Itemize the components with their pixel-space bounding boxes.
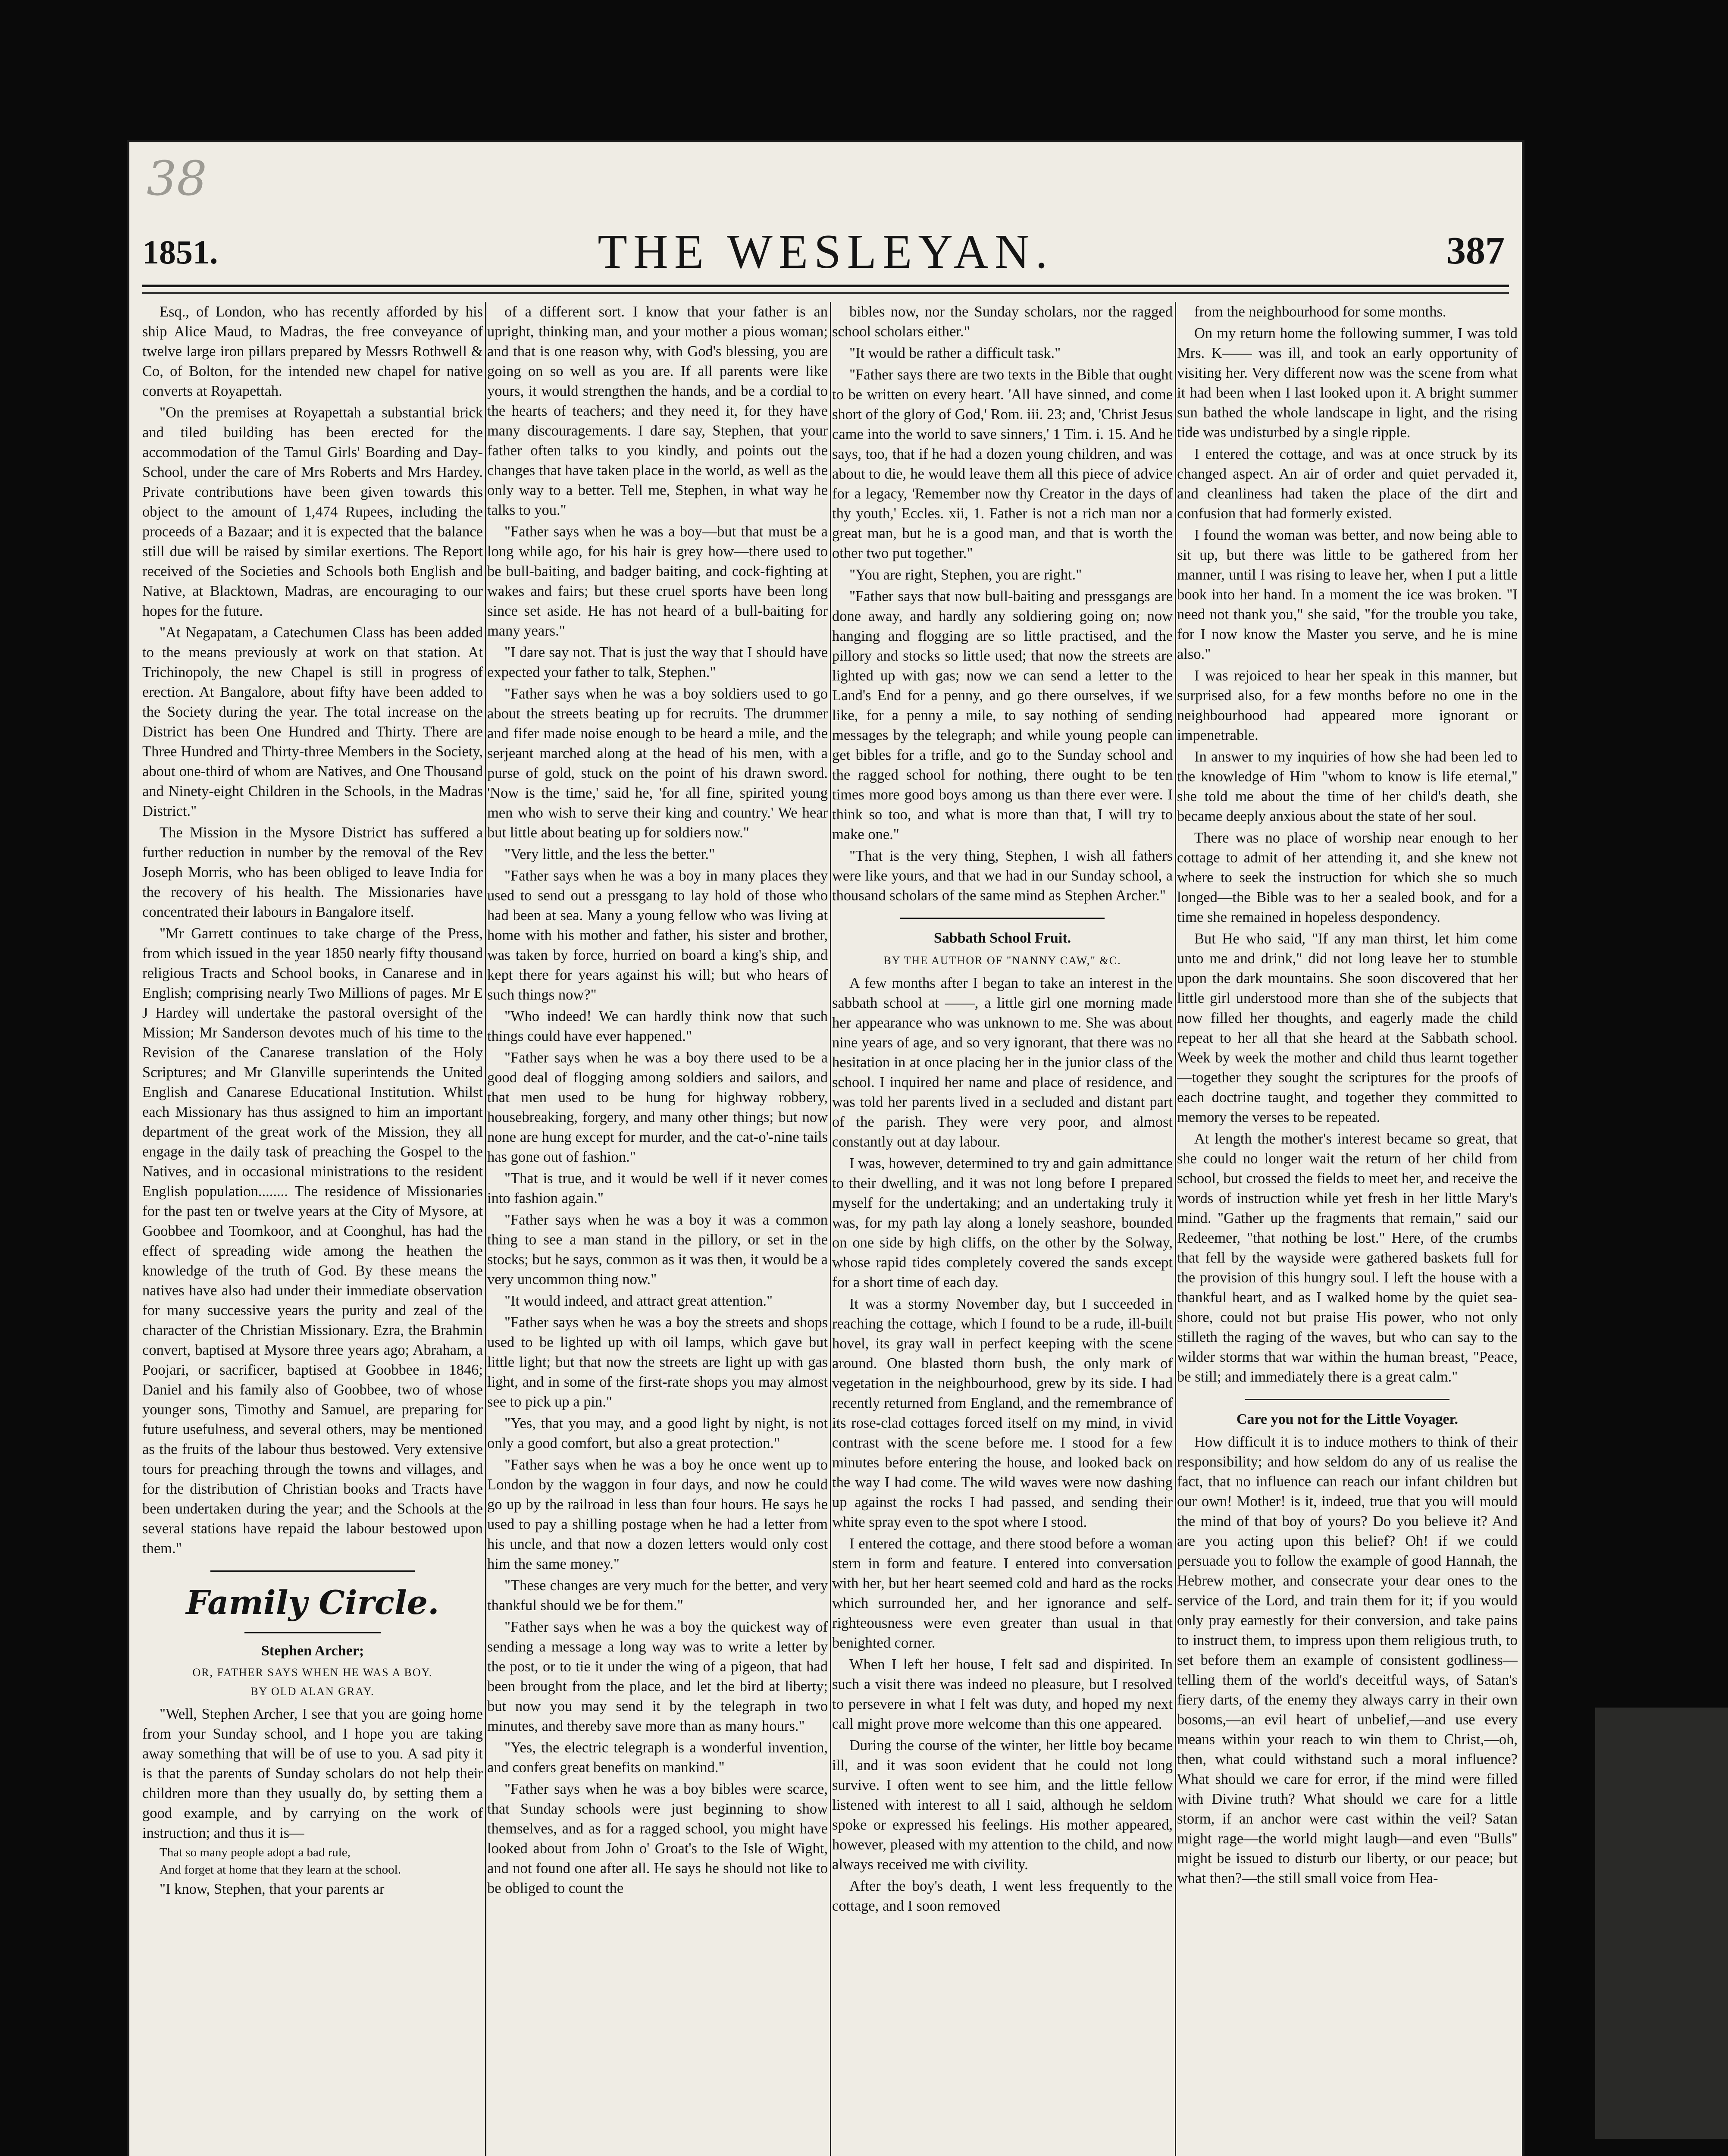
paragraph: In answer to my inquiries of how she had been led to the knowledge of Him "whom to know is life eternal," she told me about the time of her child's death, she became deeply anxious about the state of her soul. <box>1177 749 1518 824</box>
paragraph: "Who indeed! We can hardly think now that such things could have ever happened." <box>487 1008 828 1044</box>
pencil-annotation: 38 <box>147 151 207 206</box>
paragraph: "Well, Stephen Archer, I see that you are going home from your Sunday school, and I hope you are taking away something that will be of use to you. A sad pity it is that the parents of Sunday scholars do not help their children more than they usually do, by setting them a good example, and by carrying on the work of instruction; and thus it is— <box>142 1706 483 1841</box>
article-columns <box>142 302 1518 2156</box>
paragraph: "Father says when he was a boy it was a common thing to see a man stand in the pillory, or set in the stocks; but he says, common as it was then, it would be a very uncommon thing now." <box>487 1212 828 1288</box>
paragraph: "These changes are very much for the better, and very thankful should we be for them." <box>487 1577 828 1614</box>
masthead-rule <box>142 285 1509 294</box>
paragraph: At length the mother's interest became so great, that she could no longer wait the return of her child from school, but crossed the fields to meet her, and receive the words of instruction while yet fresh in her little Mary's mind. "Gather up the fragments that remain," said our Redeemer, "that nothing be lost." Here, of the crumbs that fell by the wayside were gathered baskets full for the provision of this hungry soul. I left the house with a thankful heart, and as I walked home by the quiet sea-shore, could not but praise His power, who not only stilleth the raging of the waves, but who can say to the wilder storms that war within the human breast, "Peace, be still; and immediately there is a great calm." <box>1177 1131 1518 1385</box>
paragraph: "Father says when he was a boy the streets and shops used to be lighted up with oil lamps, which gave but little light; but that now the streets are light up with gas light, and in some of the first-rate shops you may almost see to pick up a pin." <box>487 1314 828 1410</box>
paragraph: "Father says when he was a boy bibles were scarce, that Sunday schools were just beginning to show themselves, and as for a ragged school, you might have looked about from John o' Groat's to the Isle of Wight, and not found one after all. He says he should not like to be obliged to count the <box>487 1781 828 1896</box>
paragraph: I found the woman was better, and now being able to sit up, but there was little to be gathered from her manner, until I was rising to leave her, when I put a little book into her hand. In a moment the ice was broken. "I need not thank you," she said, "for the trouble you take, for I now know the Master you serve, and he is mine also." <box>1177 527 1518 662</box>
paragraph: "That is true, and it would be well if it never comes into fashion again." <box>487 1170 828 1206</box>
paragraph: How difficult it is to induce mothers to think of their responsibility; and how seldom do any of us realise the fact, that no influence can reach our infant children but our own! Mother! is it, indeed, true that you will mould the mind of that boy of yours? Do you believe it? And are you acting upon this belief? Oh! if we could persuade you to follow the example of good Hannah, the Hebrew mother, and consecrate your dear ones to the service of the Lord, and train them for it; if you would only pray earnestly for their conversion, and take pains to instruct them, to impress upon them religious truth, to set before them an example of consistent godliness—telling them of the world's deceitful ways, of Satan's fiery darts, of the enemy they always carry in their own bosoms,—an evil heart of unbelief,—and use every means within your reach to win them to Christ,—oh, then, what could withstand such a moral influence? What should we care for error, if the mind were filled with Divine truth? What should we care for a little storm, if an anchor were cast within the veil? Satan might rage—the world might laugh—and even "Bulls" might be issued to disturb our liberty, or our peace; but what then?—the still small voice from Hea- <box>1177 1434 1518 1887</box>
paragraph: "Father says there are two texts in the Bible that ought to be written on every heart. 'All have sinned, and come short of the glory of God,' Rom. iii. 23; and, 'Christ Jesus came into the world to save sinners,' 1 Tim. i. 15. And he says, too, that if he had a dozen young children, and was about to die, he would leave them all this piece of advice for a legacy, 'Remember now thy Creator in the days of thy youth,' Eccles. xii, 1. Father is not a rich man nor a great man, but he is a good man, and that is worth the other two put together." <box>832 367 1173 561</box>
column-divider <box>485 302 486 2156</box>
paragraph: Esq., of London, who has recently afforded by his ship Alice Maud, to Madras, the free conveyance of twelve large iron pillars prepared by Messrs Rothwell & Co, of Bolton, for the intended new chapel for native converts at Royapettah. <box>142 304 483 399</box>
paragraph: "Very little, and the less the better." <box>504 846 715 862</box>
paragraph: But He who said, "If any man thirst, let him come unto me and drink," did not long leave her to stumble upon the dark mountains. She soon discovered that her little girl understood more than she of the subjects that now filled her thoughts, and eagerly made the child repeat to her all that she heard at the Sabbath school. Week by week the mother and child thus learnt together—together they sought the scriptures for the proofs of each doctrine taught, and together they committed to memory the verses to be repeated. <box>1177 931 1518 1125</box>
section-divider <box>244 1632 381 1633</box>
column-divider <box>1175 302 1176 2156</box>
paragraph: "Father says when he was a boy there used to be a good deal of flogging among soldiers and sailors, and that men used to be hung for highway robbery, housebreaking, forgery, and many other things; but now none are hung except for murder, and the cat-o'-nine tails has gone out of fashion." <box>487 1050 828 1165</box>
section-title-sabbath-school-fruit: Sabbath School Fruit. <box>933 930 1071 946</box>
paragraph: from the neighbourhood for some months. <box>1194 304 1446 320</box>
story-byline: BY OLD ALAN GRAY. <box>250 1685 375 1698</box>
section-divider <box>210 1570 415 1572</box>
page-number: 387 <box>1446 229 1505 272</box>
paragraph: A few months after I began to take an interest in the sabbath school at ——, a little girl one morning made her appearance who was unknown to me. She was about nine years of age, and so very ignorant, that there was no hesitation in at once placing her in the junior class of the school. I inquired her name and place of residence, and was told her parents lived in a secluded and distant part of the parish. They were very poor, and almost constantly out at day labour. <box>832 975 1173 1150</box>
masthead <box>129 220 1522 285</box>
paragraph: I was, however, determined to try and gain admittance to their dwelling, and it was not long before I prepared myself for the undertaking; and an undertaking truly it was, for my path lay along a lonely seashore, bounded on one side by high cliffs, on the other by the Solway, whose rapid tides completely covered the sands except for a short time of each day. <box>832 1155 1173 1291</box>
paragraph: "On the premises at Royapettah a substantial brick and tiled building has been erected for the accommodation of the Tamul Girls' Boarding and Day-School, under the care of Mrs Roberts and Mrs Hardey. Private contributions have been given towards this object to the amount of 1,474 Rupees, including the proceeds of a Bazaar; and it is expected that the balance still due will be raised by similar exertions. The Report received of the Societies and Schools both English and Native, at Blacktown, Madras, are encouraging to our hopes for the future. <box>142 404 483 619</box>
paragraph: During the course of the winter, her little boy became ill, and it was soon evident that he could not long survive. I often went to see him, and the little fellow listened with interest to all I said, although he seldom spoke or expressed his feelings. His mother appeared, however, pleased with my attention to the child, and now always received me with civility. <box>832 1737 1173 1873</box>
column-2 <box>487 302 828 2156</box>
paragraph: "Father says that now bull-baiting and pressgangs are done away, and hardly any soldiering going on; now hanging and flogging are so little practised, and the pillory and stocks so little used; that now the streets are lighted up with gas; now we can send a letter to the Land's End for a penny, and go there ourselves, if we like, for a penny a mile, to say nothing of sending messages by the telegraph; and while young people can get bibles for a trifle, and go to the Sunday school and the ragged school for nothing, there ought to be ten times more good boys among us than there ever were. I think so too, and what is more than that, I will try to make one." <box>832 588 1173 843</box>
paragraph: "At Negapatam, a Catechumen Class has been added to the means previously at work on that station. At Trichinopoly, the new Chapel is still in progress of erection. At Bangalore, about fifty have been added to the Society during the year. The total increase on the District has been One Hundred and Thirty. There are Three Hundred and Thirty-three Members in the Society, about one-third of whom are Natives, and One Thousand and Ninety-eight Children in the Schools, in the Madras District." <box>142 624 483 819</box>
paragraph: "It would indeed, and attract great attention." <box>504 1293 773 1309</box>
paragraph: "Father says when he was a boy—but that must be a long while ago, for his hair is grey how—there used to be bull-baiting, and badger baiting, and cock-fighting at wakes and fairs; but these cruel sports have been long since set aside. He has not heard of a bull-baiting for many years." <box>487 523 828 639</box>
paragraph: "Father says when he was a boy the quickest way of sending a message a long way was to write a letter by the post, or to tie it under the wing of a pigeon, that had been brought from the place, and let the bird at liberty; but now you may send it by the telegraph in two minutes, and thereby save more than as many hours." <box>487 1619 828 1734</box>
publication-title: THE WESLEYAN. <box>598 225 1054 279</box>
section-title-family-circle: Family Circle. <box>186 1583 439 1622</box>
column-1 <box>142 302 483 2156</box>
column-3 <box>832 302 1173 2156</box>
verse-line: And forget at home that they learn at the school. <box>160 1863 401 1877</box>
paragraph: "Yes, the electric telegraph is a wonderful invention, and confers great benefits on mankind." <box>487 1739 828 1776</box>
issue-year: 1851. <box>142 233 218 271</box>
paragraph: of a different sort. I know that your father is an upright, thinking man, and your mother a pious woman; and that is one reason why, with God's blessing, you are going on so well as you are. If all parents were like yours, it would strengthen the hands, and be a cordial to the hearts of teachers; and they need it, for they have many discouragements. I dare say, Stephen, that your father often talks to you kindly, and points out the changes that have taken place in the world, as well as the only way to a better. Tell me, Stephen, in what way he talks to you." <box>487 304 828 518</box>
adjacent-page-fragment <box>1595 1708 1728 2139</box>
paragraph: I entered the cottage, and was at once struck by its changed aspect. An air of order and quiet pervaded it, and cleanliness had taken the place of the dirt and confusion that had formerly existed. <box>1177 446 1518 522</box>
paragraph: "Father says when he was a boy he once went up to London by the waggon in four days, and now he could go up by the railroad in less than four hours. He says he used to pay a shilling postage when he had a letter from his uncle, and that now a dozen letters would only cost him the same money." <box>487 1457 828 1572</box>
column-divider <box>830 302 831 2156</box>
paragraph: When I left her house, I felt sad and dispirited. In such a visit there was indeed no pleasure, but I resolved to persevere in what I felt was duty, and hoped my next call might prove more welcome than this one appeared. <box>832 1656 1173 1732</box>
paragraph: "Father says when he was a boy soldiers used to go about the streets beating up for recruits. The drummer and fifer made noise enough to be heard a mile, and the serjeant marched along at the head of his men, with a purse of gold, stuck on the point of his drawn sword. 'Now is the time,' said he, 'for all fine, spirited young men who wish to serve their king and country.' We hear but little about beating up for soldiers now." <box>487 686 828 841</box>
section-divider <box>900 918 1105 919</box>
column-4 <box>1177 302 1518 2156</box>
paragraph: "You are right, Stephen, you are right." <box>849 567 1082 583</box>
section-divider <box>1245 1399 1449 1400</box>
paragraph: It was a stormy November day, but I succeeded in reaching the cottage, which I found to be a rude, ill-built hovel, its gray wall in perfect keeping with the scene around. One blasted thorn bush, the only mark of vegetation in the neighbourhood, grew by its side. I had recently returned from England, and the remembrance of its rose-clad cottages forced itself on my mind, in vivid contrast with the scene before me. I stood for a few minutes before entering the house, and looked back on the way I had come. The wild waves were now dashing up against the rocks I had passed, and sending their white spray even to the spot where I stood. <box>832 1296 1173 1530</box>
paragraph: On my return home the following summer, I was told Mrs. K—— was ill, and took an early opportunity of visiting her. Very different now was the scene from what it had been when I last looked upon it. A bright summer sun bathed the whole landscape in light, and the rising tide was undisturbed by a single ripple. <box>1177 325 1518 441</box>
paragraph: "It would be rather a difficult task." <box>849 345 1061 361</box>
section-title-little-voyager: Care you not for the Little Voyager. <box>1236 1411 1459 1427</box>
paragraph: After the boy's death, I went less frequently to the cottage, and I soon removed <box>832 1878 1173 1914</box>
paragraph: "I know, Stephen, that your parents ar <box>160 1881 385 1897</box>
story-byline: BY THE AUTHOR OF "NANNY CAW," &C. <box>883 954 1121 967</box>
newspaper-page <box>129 142 1522 2156</box>
paragraph: There was no place of worship near enough to her cottage to admit of her attending it, and she knew not where to seek the instruction for which she so much longed—the Bible was to her a sealed book, and for a time she remained in hopeless despondency. <box>1177 830 1518 925</box>
story-title: Stephen Archer; <box>261 1643 364 1659</box>
paragraph: "I dare say not. That is just the way that I should have expected your father to talk, Stephen." <box>487 644 828 680</box>
paragraph: bibles now, nor the Sunday scholars, nor the ragged school scholars either." <box>832 304 1173 340</box>
paragraph: "Mr Garrett continues to take charge of the Press, from which issued in the year 1850 nearly fifty thousand religious Tracts and School books, in Canarese and in English; comprising nearly Two Millions of pages. Mr E J Hardey will undertake the pastoral oversight of the Mission; Mr Sanderson devotes much of his time to the Revision of the Canarese translation of the Holy Scriptures; and Mr Glanville superintends the United English and Canarese Educational Institution. Whilst each Missionary has thus assigned to him an important department of the great work of the Mission, they all engage in the daily task of preaching the Gospel to the Natives, and in occasional ministrations to the resident English population........ The residence of Missionaries for the past ten or twelve years at the City of Mysore, at Goobbee and Toomkoor, and at Coonghul, has had the effect of spreading wide among the heathen the knowledge of the truth of God. By these means the natives have also had under their immediate observation for many successive years the purity and zeal of the character of the Christian Missionary. Ezra, the Brahmin convert, baptised at Mysore three years ago; Abraham, a Poojari, or sacrificer, baptised at Goobbee in 1846; Daniel and his family also of Goobbee, two of whose younger sons, Timothy and Samuel, are preparing for future usefulness, and several others, may be mentioned as the fruits of the labour thus bestowed. Very extensive tours for preaching through the towns and villages, and for the distribution of Christian books and Tracts have been undertaken during the year; and the Schools at the several stations have repaid the labour bestowed upon them." <box>142 925 483 1557</box>
paragraph: "That is the very thing, Stephen, I wish all fathers were like yours, and that we had in our Sunday school, a thousand scholars of the same mind as Stephen Archer." <box>832 848 1173 904</box>
paragraph: The Mission in the Mysore District has suffered a further reduction in number by the removal of the Rev Joseph Morris, who has been obliged to leave India for the recovery of his health. The Missionaries have concentrated their labours in Bangalore itself. <box>142 824 483 920</box>
paragraph: I entered the cottage, and there stood before a woman stern in form and feature. I entered into conversation with her, but her heart seemed cold and hard as the rocks which surrounded her, and her ignorance and self-righteousness were even greater than usual in that benighted corner. <box>832 1536 1173 1651</box>
story-subtitle: OR, FATHER SAYS WHEN HE WAS A BOY. <box>192 1666 433 1679</box>
paragraph: I was rejoiced to hear her speak in this manner, but surprised also, for a few months before no one in the neighbourhood had appeared more ignorant or impenetrable. <box>1177 667 1518 743</box>
paragraph: "Father says when he was a boy in many places they used to send out a pressgang to lay hold of those who had been at sea. Many a young fellow who was living at home with his mother and father, his sister and brother, was taken by force, hurried on board a king's ship, and kept there for years against his will; but who hears of such things now?" <box>487 868 828 1003</box>
verse-line: That so many people adopt a bad rule, <box>160 1846 351 1859</box>
paragraph: "Yes, that you may, and a good light by night, is not only a good comfort, but also a great protection." <box>487 1415 828 1451</box>
